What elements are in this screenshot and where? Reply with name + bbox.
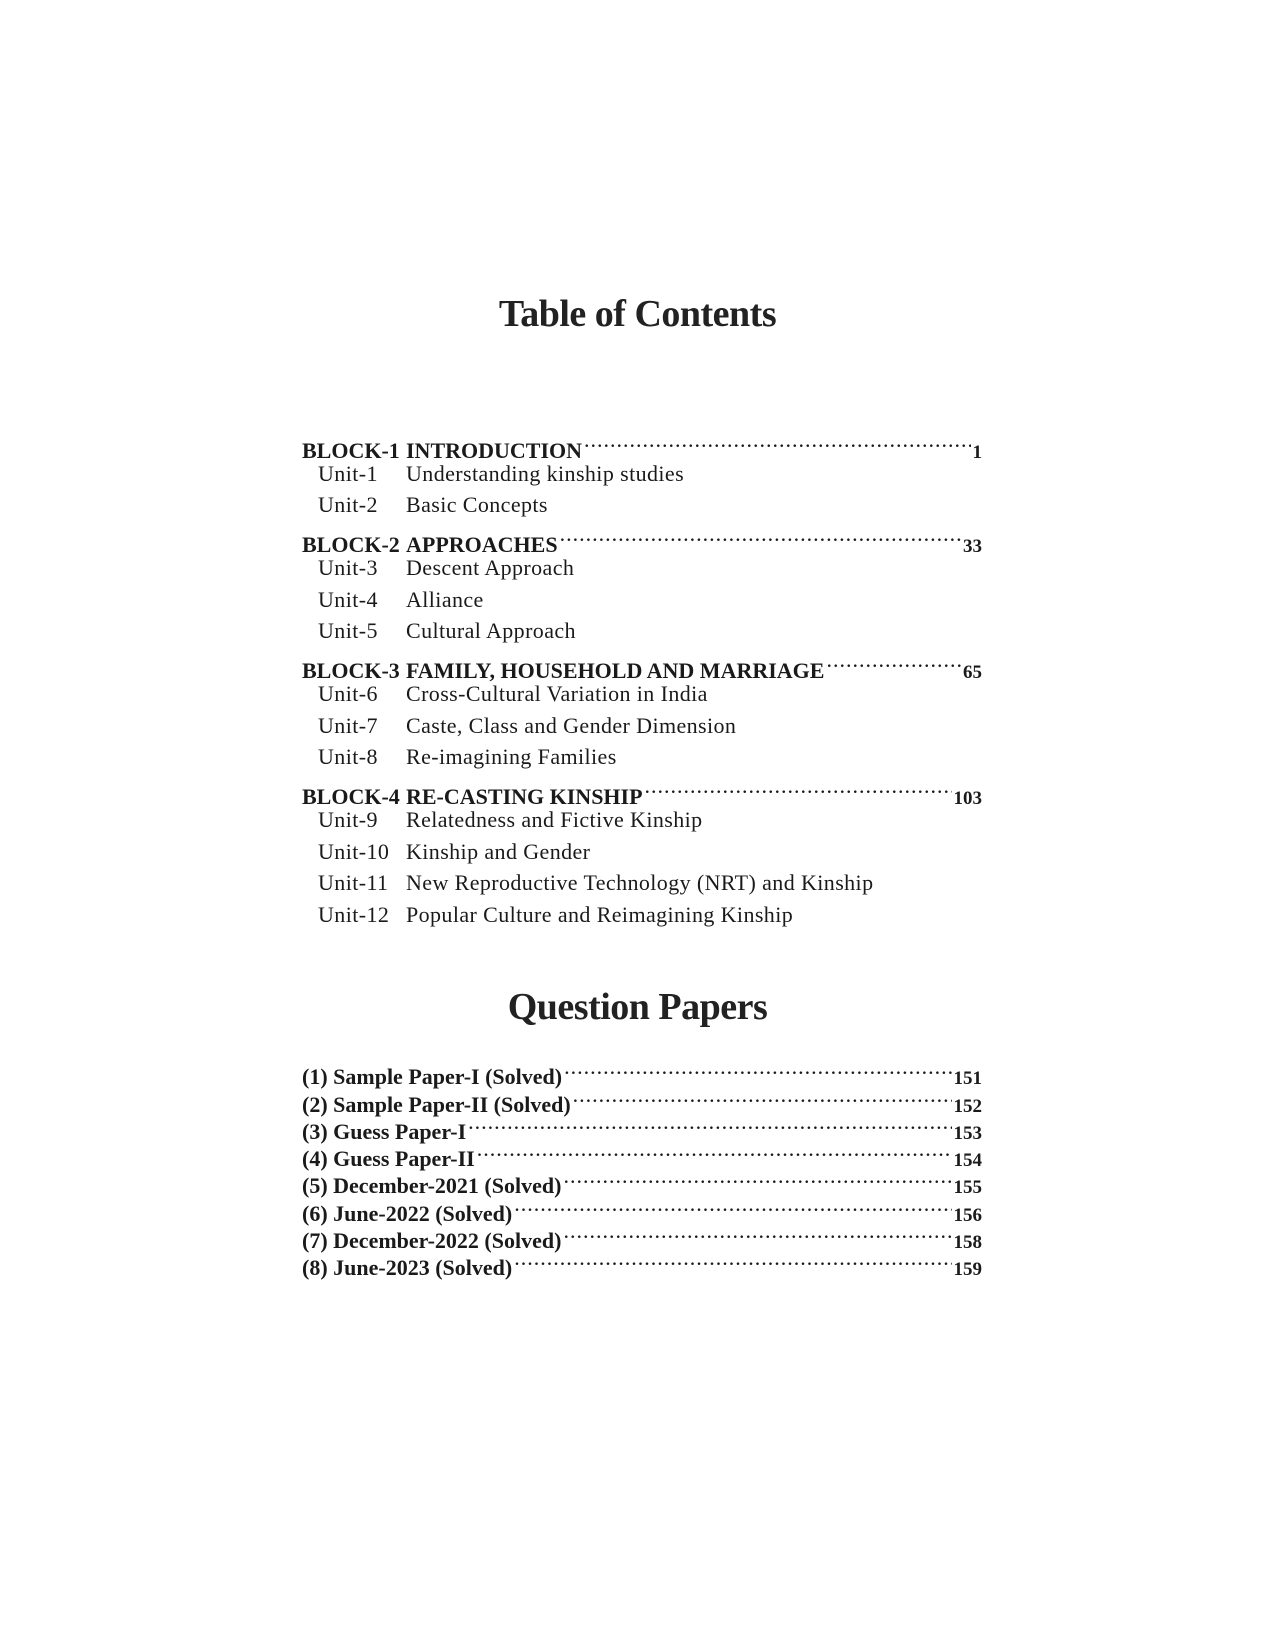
page-number: 159: [953, 1259, 982, 1281]
block-code: BLOCK-4: [302, 784, 400, 809]
toc-block-row[interactable]: [302, 521, 982, 557]
question-paper-row[interactable]: [302, 1057, 982, 1090]
question-paper-label: (6) June-2022 (Solved): [302, 1200, 513, 1226]
toc-list: [302, 426, 982, 930]
question-paper-label: (3) Guess Paper-I: [302, 1118, 467, 1144]
toc-unit-row[interactable]: [302, 552, 982, 584]
unit-code: Unit-12: [318, 901, 390, 927]
dot-leader: [826, 647, 961, 679]
unit-code: Unit-5: [318, 618, 378, 643]
dot-leader: [563, 1221, 951, 1248]
toc-unit-row[interactable]: [302, 710, 982, 742]
block-title: INTRODUCTION: [406, 437, 583, 463]
unit-code: Unit-6: [318, 681, 378, 706]
question-paper-label: (7) December-2022 (Solved): [302, 1228, 562, 1254]
dot-leader: [573, 1084, 952, 1111]
unit-code: Unit-2: [318, 492, 378, 517]
dot-leader: [468, 1112, 951, 1139]
question-papers-heading: Question Papers: [507, 986, 768, 1028]
question-paper-label: (2) Sample Paper-II (Solved): [302, 1091, 571, 1117]
toc-unit-row[interactable]: [302, 489, 982, 521]
toc-block-row[interactable]: [302, 426, 982, 463]
unit-code: Unit-3: [318, 555, 378, 580]
block-code: BLOCK-2: [302, 532, 400, 557]
unit-code: Unit-7: [318, 712, 378, 738]
toc-unit-row[interactable]: [302, 804, 982, 836]
toc-block-row[interactable]: [302, 647, 982, 683]
block-title: FAMILY, HOUSEHOLD AND MARRIAGE: [406, 658, 825, 683]
unit-title: Understanding kinship studies: [406, 460, 685, 486]
unit-title: Relatedness and Fictive Kinship: [406, 807, 703, 832]
page-number: 33: [963, 536, 982, 557]
unit-code: Unit-11: [318, 870, 389, 895]
unit-code: Unit-4: [318, 586, 378, 612]
toc-unit-row[interactable]: [302, 836, 982, 868]
toc-unit-row[interactable]: [302, 741, 982, 773]
question-paper-label: (8) June-2023 (Solved): [302, 1255, 513, 1281]
toc-unit-row[interactable]: [302, 458, 982, 490]
unit-title: Basic Concepts: [406, 492, 548, 517]
toc-unit-row[interactable]: [302, 867, 982, 899]
page-number: 65: [963, 662, 982, 683]
page-number: 103: [953, 788, 982, 809]
unit-title: Re-imagining Families: [406, 744, 617, 769]
unit-code: Unit-1: [318, 460, 378, 486]
dot-leader: [564, 1057, 951, 1084]
block-code: BLOCK-1: [302, 437, 400, 463]
toc-unit-row[interactable]: [302, 678, 982, 710]
unit-title: Alliance: [406, 586, 484, 612]
unit-title: Kinship and Gender: [406, 838, 591, 864]
page-number: 156: [953, 1204, 982, 1226]
dot-leader: [514, 1193, 951, 1220]
unit-title: New Reproductive Technology (NRT) and Kinship: [406, 870, 874, 895]
page-number: 158: [953, 1232, 982, 1254]
unit-title: Popular Culture and Reimagining Kinship: [406, 901, 794, 927]
question-paper-label: (1) Sample Paper-I (Solved): [302, 1064, 563, 1090]
page-number: 153: [953, 1122, 982, 1144]
toc-heading: Table of Contents: [498, 293, 777, 335]
unit-title: Caste, Class and Gender Dimension: [406, 712, 737, 738]
dot-leader: [563, 1166, 951, 1193]
page-number: 151: [953, 1068, 982, 1090]
unit-code: Unit-8: [318, 744, 378, 769]
unit-title: Cultural Approach: [406, 618, 576, 643]
page-number: 155: [953, 1177, 982, 1199]
question-paper-label: (4) Guess Paper-II: [302, 1146, 475, 1172]
unit-title: Descent Approach: [406, 555, 575, 580]
block-title: RE-CASTING KINSHIP: [406, 784, 643, 809]
page-number: 152: [953, 1095, 982, 1117]
dot-leader: [584, 426, 970, 458]
page-number: 1: [972, 441, 982, 463]
question-papers-list: [302, 1057, 982, 1281]
dot-leader: [514, 1248, 951, 1275]
page-number: 154: [953, 1150, 982, 1172]
question-paper-label: (5) December-2021 (Solved): [302, 1173, 562, 1199]
dot-leader: [645, 773, 952, 805]
dot-leader: [477, 1139, 952, 1166]
unit-title: Cross-Cultural Variation in India: [406, 681, 708, 706]
toc-unit-row[interactable]: [302, 615, 982, 647]
dot-leader: [560, 521, 961, 553]
unit-code: Unit-10: [318, 838, 390, 864]
block-title: APPROACHES: [406, 532, 558, 557]
toc-unit-row[interactable]: [302, 899, 982, 931]
toc-unit-row[interactable]: [302, 584, 982, 616]
toc-block-row[interactable]: [302, 773, 982, 809]
block-code: BLOCK-3: [302, 658, 400, 683]
unit-code: Unit-9: [318, 807, 378, 832]
